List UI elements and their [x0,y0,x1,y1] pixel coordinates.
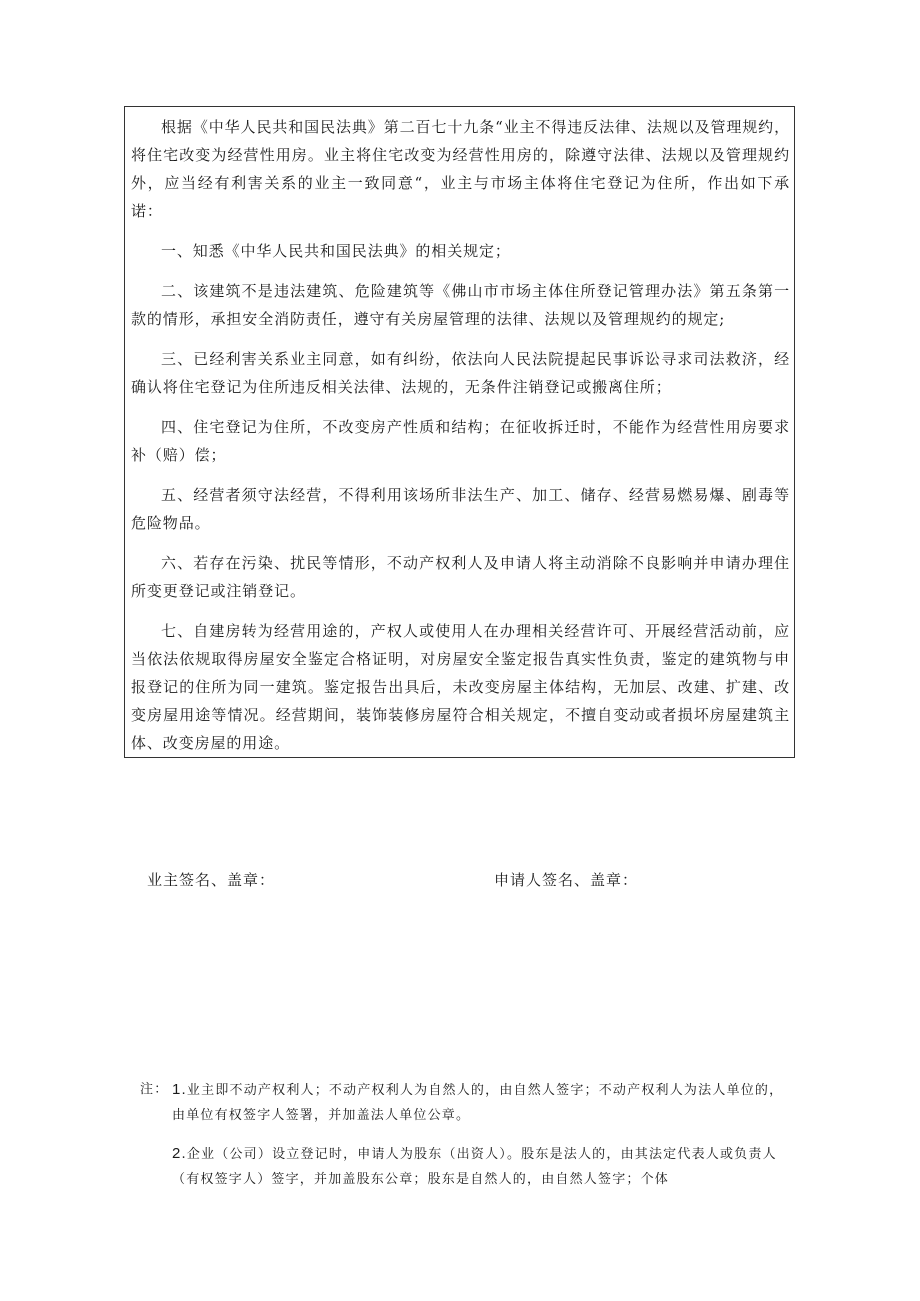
note-2-number: 2 [172,1145,182,1162]
note-1-text: 业主即不动产权利人；不动产权利人为自然人的，由自然人签字；不动产权利人为法人单位的，由单位有权签字人签署，并加盖法人单位公章。 [172,1083,784,1123]
note-prefix: 注： [140,1082,169,1097]
commitment-item-4: 四、住宅登记为住所，不改变房产性质和结构；在征收拆迁时，不能作为经营性用房要求补（赔）偿； [131,418,790,464]
commitment-item-2: 二、该建筑不是违法建筑、危险建筑等《佛山市市场主体住所登记管理办法》第五条第一款的情形，承担安全消防责任，遵守有关房屋管理的法律、法规以及管理规约的规定; [131,282,790,328]
note-1-number: 1. [172,1081,187,1098]
commitment-item-1: 一、知悉《中华人民共和国民法典》的相关规定； [161,242,511,260]
note-2 [172,1141,797,1192]
commitment-intro: 根据《中华人民共和国民法典》第二百七十九条“业主不得违反法律、法规以及管理规约，将住宅改变为经营性用房。业主将住宅改变为经营性用房的，除遵守法律、法规以及管理规约外，应当经有利害关系的业主一致同意“，业主与市场主体将住宅登记为住所，作出如下承诺： [131,118,790,220]
commitment-item-6: 六、若存在污染、扰民等情形，不动产权利人及申请人将主动消除不良影响并申请办理住所变更登记或注销登记。 [131,554,790,600]
commitment-item-5: 五、经营者须守法经营，不得利用该场所非法生产、加工、储存、经营易燃易爆、剧毒等危险物品。 [131,486,790,532]
commitment-box [124,106,795,758]
applicant-signature-label: 申请人签名、盖章： [494,871,639,889]
commitment-item-7: 七、自建房转为经营用途的，产权人或使用人在办理相关经营许可、开展经营活动前，应当依法依规取得房屋安全鉴定合格证明，对房屋安全鉴定报告真实性负责，鉴定的建筑物与申报登记的住所为同一建筑。鉴定报告出具后，未改变房屋主体结构，无加层、改建、扩建、改变房屋用途等情况。经营期间，装饰装修房屋符合相关规定，不擅自变动或者损坏房屋建筑主体、改变房屋的用途。 [131,622,790,752]
note-2-text: .企业（公司）设立登记时，申请人为股东（出资人）。股东是法人的，由其法定代表人或负责人（有权签字人）签字，并加盖股东公章；股东是自然人的，由自然人签字；个体 [172,1147,777,1187]
note-1 [172,1077,797,1128]
commitment-item-3: 三、已经利害关系业主同意，如有纠纷，依法向人民法院提起民事诉讼寻求司法救济，经确认将住宅登记为住所违反相关法律、法规的，无条件注销登记或搬离住所； [131,350,790,396]
owner-signature-label: 业主签名、盖章： [147,871,276,889]
